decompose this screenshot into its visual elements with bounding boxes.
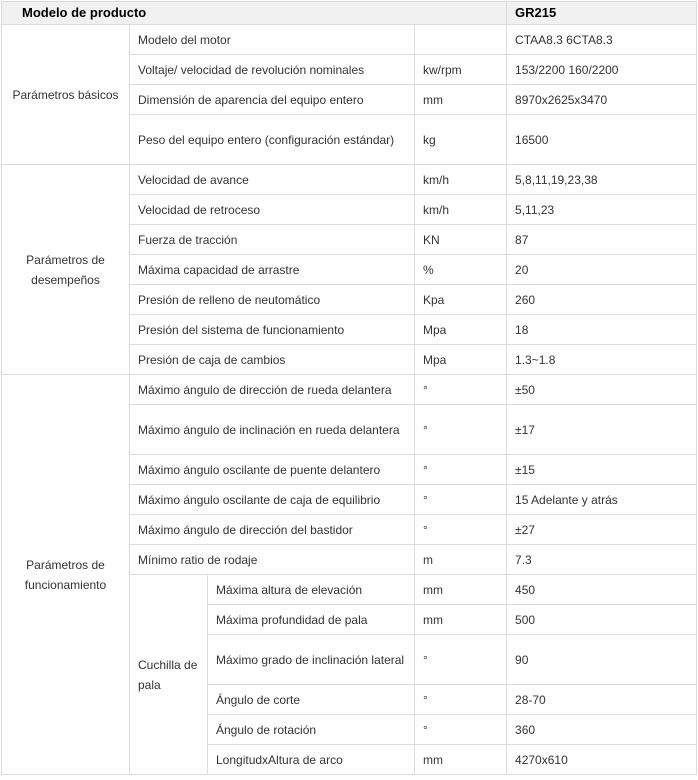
row-unit: °: [415, 715, 507, 745]
row-label: Presión de relleno de neutomático: [130, 285, 415, 315]
row-label: Velocidad de retroceso: [130, 195, 415, 225]
row-label: Fuerza de tracción: [130, 225, 415, 255]
row-value: 7.3: [507, 545, 697, 575]
row-label: Máxima capacidad de arrastre: [130, 255, 415, 285]
table-row: [2, 375, 697, 405]
row-label: Máximo grado de inclinación lateral: [208, 635, 415, 685]
row-label: Presión de caja de cambios: [130, 345, 415, 375]
row-unit: °: [415, 635, 507, 685]
table-row: [2, 25, 697, 55]
row-value: 4270x610: [507, 745, 697, 775]
row-unit: kw/rpm: [415, 55, 507, 85]
row-unit: [415, 25, 507, 55]
row-unit: KN: [415, 225, 507, 255]
row-unit: km/h: [415, 195, 507, 225]
row-label: Máximo ángulo oscilante de puente delantero: [130, 455, 415, 485]
row-label: Mínimo ratio de rodaje: [130, 545, 415, 575]
row-unit: °: [415, 685, 507, 715]
row-value: 500: [507, 605, 697, 635]
group-performance: Parámetros de desempeños: [2, 165, 130, 375]
row-unit: kg: [415, 115, 507, 165]
row-unit: %: [415, 255, 507, 285]
row-value: 20: [507, 255, 697, 285]
row-value: 87: [507, 225, 697, 255]
group-basic: Parámetros básicos: [2, 25, 130, 165]
row-label: Voltaje/ velocidad de revolución nominales: [130, 55, 415, 85]
row-value: 5,11,23: [507, 195, 697, 225]
row-unit: °: [415, 375, 507, 405]
row-value: 15 Adelante y atrás: [507, 485, 697, 515]
row-label: Modelo del motor: [130, 25, 415, 55]
table-row: [2, 165, 697, 195]
row-unit: mm: [415, 605, 507, 635]
row-value: 450: [507, 575, 697, 605]
row-label: Peso del equipo entero (configuración estándar): [130, 115, 415, 165]
row-unit: °: [415, 485, 507, 515]
row-unit: km/h: [415, 165, 507, 195]
header-model: GR215: [507, 2, 697, 25]
row-unit: Kpa: [415, 285, 507, 315]
table-header-row: [2, 2, 697, 25]
row-label: Máximo ángulo de inclinación en rueda delantera: [130, 405, 415, 455]
row-value: 90: [507, 635, 697, 685]
row-value: 360: [507, 715, 697, 745]
row-unit: Mpa: [415, 315, 507, 345]
row-label: Máxima profundidad de pala: [208, 605, 415, 635]
row-value: 153/2200 160/2200: [507, 55, 697, 85]
group-operation: Parámetros de funcionamiento: [2, 375, 130, 775]
row-unit: °: [415, 455, 507, 485]
group-blade: Cuchilla de pala: [130, 575, 208, 775]
row-label: LongitudxAltura de arco: [208, 745, 415, 775]
row-label: Ángulo de corte: [208, 685, 415, 715]
row-unit: mm: [415, 745, 507, 775]
row-unit: mm: [415, 575, 507, 605]
row-label: Dimensión de aparencia del equipo entero: [130, 85, 415, 115]
row-unit: °: [415, 515, 507, 545]
row-value: ±15: [507, 455, 697, 485]
row-label: Presión del sistema de funcionamiento: [130, 315, 415, 345]
row-label: Máxima altura de elevación: [208, 575, 415, 605]
row-value: 5,8,11,19,23,38: [507, 165, 697, 195]
header-product-label: Modelo de producto: [2, 2, 507, 25]
row-label: Máximo ángulo de dirección de rueda delantera: [130, 375, 415, 405]
row-value: 1.3~1.8: [507, 345, 697, 375]
row-value: CTAA8.3 6CTA8.3: [507, 25, 697, 55]
row-label: Velocidad de avance: [130, 165, 415, 195]
row-unit: Mpa: [415, 345, 507, 375]
row-unit: °: [415, 405, 507, 455]
row-value: 28-70: [507, 685, 697, 715]
row-value: 8970x2625x3470: [507, 85, 697, 115]
row-value: 16500: [507, 115, 697, 165]
row-label: Máximo ángulo oscilante de caja de equilibrio: [130, 485, 415, 515]
row-unit: m: [415, 545, 507, 575]
row-unit: mm: [415, 85, 507, 115]
spec-table: [1, 1, 697, 775]
row-value: 18: [507, 315, 697, 345]
row-value: ±50: [507, 375, 697, 405]
row-value: 260: [507, 285, 697, 315]
row-label: Ángulo de rotación: [208, 715, 415, 745]
row-value: ±17: [507, 405, 697, 455]
row-label: Máximo ángulo de dirección del bastidor: [130, 515, 415, 545]
row-value: ±27: [507, 515, 697, 545]
